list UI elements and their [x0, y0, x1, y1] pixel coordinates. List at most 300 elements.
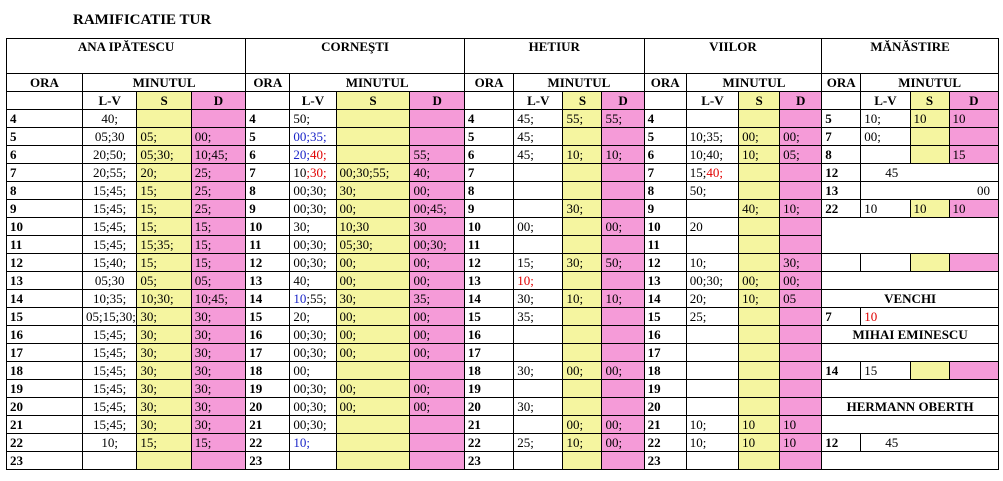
s-minutes: 15;	[137, 254, 191, 272]
hour-cell: 8	[464, 182, 513, 200]
lv-minutes: 10;35;	[686, 128, 738, 146]
lv-minutes: 25;	[514, 434, 563, 452]
ora-blank	[7, 92, 83, 110]
d-minutes: 30;	[780, 254, 822, 272]
s-minutes	[563, 164, 602, 182]
lv-minutes: 50;	[686, 182, 738, 200]
hour-cell: 20	[246, 398, 290, 416]
d-label: D	[949, 92, 998, 110]
venchi-title: VENCHI	[822, 290, 999, 308]
s-minutes: 30;	[563, 254, 602, 272]
lv-minutes	[514, 452, 563, 470]
table-row	[7, 290, 999, 308]
d-minutes: 30;	[191, 344, 245, 362]
s-minutes: 30;	[336, 290, 410, 308]
s-minutes	[563, 452, 602, 470]
table-row	[7, 416, 999, 434]
hour-cell: 13	[822, 182, 861, 200]
d-minutes	[780, 362, 822, 380]
page-title: RAMIFICATIE TUR	[73, 12, 212, 28]
s-minutes: 40;	[739, 200, 780, 218]
s-minutes	[563, 326, 602, 344]
d-minutes: 00;	[602, 416, 644, 434]
s-minutes: 00;	[739, 272, 780, 290]
s-minutes	[739, 326, 780, 344]
lv-minutes	[686, 344, 738, 362]
ora-blank	[644, 92, 686, 110]
d-minutes: 10;	[602, 290, 644, 308]
lv-minutes	[514, 236, 563, 254]
s-minutes	[336, 416, 410, 434]
ora-label: ORA	[822, 74, 861, 92]
hour-cell: 14	[822, 362, 861, 380]
lv-minutes: 05;30	[82, 272, 136, 290]
minutul-label: MINUTUL	[82, 74, 245, 92]
s-minutes: 05;	[137, 128, 191, 146]
lv-minutes: 20;55;	[82, 164, 136, 182]
s-minutes: 30;	[563, 200, 602, 218]
minutes-merged: 45	[861, 434, 999, 452]
hour-cell: 6	[644, 146, 686, 164]
d-minutes: 10;45;	[191, 290, 245, 308]
hour-cell: 5	[464, 128, 513, 146]
s-minutes: 00;	[563, 416, 602, 434]
d-minutes	[949, 254, 998, 272]
lv-minutes: 15;45;	[82, 326, 136, 344]
s-minutes	[336, 452, 410, 470]
lv-minutes: 50;	[290, 110, 336, 128]
d-minutes	[602, 344, 644, 362]
hour-cell: 17	[644, 344, 686, 362]
minutes-part: 20;	[293, 147, 310, 162]
blank-block	[822, 380, 999, 398]
s-minutes	[910, 362, 949, 380]
lv-label: L-V	[82, 92, 136, 110]
s-minutes	[563, 128, 602, 146]
lv-minutes	[290, 290, 336, 308]
s-minutes	[563, 182, 602, 200]
hour-cell: 12	[822, 164, 861, 182]
minutes-merged: 00	[861, 182, 999, 200]
d-label: D	[191, 92, 245, 110]
table-row	[7, 218, 999, 236]
d-minutes: 30;	[191, 362, 245, 380]
d-minutes: 15;	[191, 218, 245, 236]
d-minutes	[410, 434, 464, 452]
d-minutes	[780, 182, 822, 200]
s-minutes	[739, 218, 780, 236]
lv-minutes: 45;	[514, 146, 563, 164]
lv-minutes: 15;45;	[82, 362, 136, 380]
lv-minutes	[686, 452, 738, 470]
d-label: D	[410, 92, 464, 110]
hour-cell: 9	[464, 200, 513, 218]
s-minutes	[739, 308, 780, 326]
s-minutes	[137, 110, 191, 128]
s-label: S	[336, 92, 410, 110]
s-minutes: 10	[910, 110, 949, 128]
lv-minutes: 45;	[514, 128, 563, 146]
s-minutes: 20;	[137, 164, 191, 182]
hour-cell: 4	[644, 110, 686, 128]
lv-label: L-V	[686, 92, 738, 110]
table-row	[7, 146, 999, 164]
d-minutes: 30;	[191, 326, 245, 344]
hour-cell: 9	[644, 200, 686, 218]
hour-cell	[822, 254, 861, 272]
d-minutes	[602, 380, 644, 398]
d-minutes: 00;	[602, 362, 644, 380]
hour-cell: 18	[246, 362, 290, 380]
table-row	[7, 344, 999, 362]
s-minutes: 15;	[137, 200, 191, 218]
d-minutes: 00;	[410, 326, 464, 344]
hour-cell: 18	[464, 362, 513, 380]
station-header-row	[7, 39, 999, 74]
blank-block	[822, 452, 999, 470]
station-ana-ipatescu: ANA IPĂTESCU	[7, 39, 246, 74]
lv-minutes: 15;45;	[82, 416, 136, 434]
hour-cell: 12	[822, 434, 861, 452]
d-minutes: 05;	[780, 146, 822, 164]
table-row	[7, 110, 999, 128]
s-minutes	[739, 236, 780, 254]
hour-cell: 16	[464, 326, 513, 344]
s-minutes: 05;30;	[137, 146, 191, 164]
s-minutes: 15;35;	[137, 236, 191, 254]
lv-minutes	[514, 416, 563, 434]
s-minutes: 10;	[563, 434, 602, 452]
s-minutes: 15;	[137, 218, 191, 236]
s-minutes: 30;	[137, 398, 191, 416]
d-minutes	[780, 236, 822, 254]
hour-cell: 5	[246, 128, 290, 146]
lv-minutes	[686, 200, 738, 218]
hour-cell: 7	[246, 164, 290, 182]
lv-minutes: 40;	[290, 272, 336, 290]
d-minutes	[410, 452, 464, 470]
blank-block	[822, 416, 999, 434]
d-minutes: 30;	[191, 380, 245, 398]
table-row	[7, 434, 999, 452]
s-minutes	[739, 164, 780, 182]
lv-minutes: 00;30;	[290, 200, 336, 218]
s-minutes: 00;	[336, 200, 410, 218]
s-minutes	[739, 110, 780, 128]
d-minutes: 00;	[191, 128, 245, 146]
s-minutes: 10;30	[336, 218, 410, 236]
hour-cell: 14	[464, 290, 513, 308]
lv-minutes	[861, 254, 910, 272]
lv-minutes: 30;	[514, 290, 563, 308]
d-minutes: 15;	[191, 434, 245, 452]
d-minutes	[780, 326, 822, 344]
hour-cell: 23	[246, 452, 290, 470]
table-row	[7, 200, 999, 218]
lv-minutes: 10;	[686, 434, 738, 452]
d-minutes	[949, 362, 998, 380]
ora-label: ORA	[7, 74, 83, 92]
blank-block	[822, 344, 999, 362]
hour-cell: 4	[246, 110, 290, 128]
ora-blank	[464, 92, 513, 110]
day-header-row	[7, 92, 999, 110]
hour-cell: 11	[464, 236, 513, 254]
lv-minutes: 00;30;	[290, 344, 336, 362]
s-minutes: 00;	[336, 254, 410, 272]
d-minutes: 00;	[780, 128, 822, 146]
d-minutes: 55;	[410, 146, 464, 164]
s-minutes	[336, 128, 410, 146]
d-minutes	[410, 110, 464, 128]
d-minutes: 10	[949, 200, 998, 218]
s-minutes: 10	[739, 434, 780, 452]
d-minutes: 00;	[410, 380, 464, 398]
lv-minutes: 15;40;	[82, 254, 136, 272]
lv-minutes: 10;	[82, 434, 136, 452]
lv-minutes: 00;30;	[290, 236, 336, 254]
lv-label: L-V	[290, 92, 336, 110]
timetable	[6, 38, 999, 470]
hour-cell: 13	[644, 272, 686, 290]
s-minutes: 00;	[336, 308, 410, 326]
d-minutes: 05	[780, 290, 822, 308]
hour-cell: 10	[7, 218, 83, 236]
hour-cell: 21	[644, 416, 686, 434]
s-minutes	[563, 236, 602, 254]
d-minutes	[602, 308, 644, 326]
hour-cell: 20	[464, 398, 513, 416]
lv-minutes: 10;40;	[686, 146, 738, 164]
lv-minutes	[514, 164, 563, 182]
hour-cell: 20	[644, 398, 686, 416]
d-minutes: 50;	[602, 254, 644, 272]
lv-minutes	[686, 164, 738, 182]
hour-cell: 8	[822, 146, 861, 164]
minutes-part: 15;	[689, 165, 707, 180]
hour-cell: 23	[7, 452, 83, 470]
lv-minutes: 20	[686, 218, 738, 236]
s-minutes	[739, 398, 780, 416]
s-minutes: 00;	[563, 362, 602, 380]
hour-cell: 4	[7, 110, 83, 128]
station-viilor: VIILOR	[644, 39, 822, 74]
lv-minutes: 10;	[686, 416, 738, 434]
s-minutes	[739, 254, 780, 272]
d-minutes: 00;	[780, 272, 822, 290]
lv-minutes: 05;15;30;	[82, 308, 136, 326]
s-minutes: 05;	[137, 272, 191, 290]
lv-minutes: 10;35;	[82, 290, 136, 308]
lv-minutes: 15	[861, 362, 910, 380]
minutes-part: 10	[293, 165, 307, 180]
s-label: S	[137, 92, 191, 110]
d-minutes	[602, 128, 644, 146]
d-minutes: 10;45;	[191, 146, 245, 164]
lv-minutes: 15;45;	[82, 218, 136, 236]
d-minutes: 55;	[602, 110, 644, 128]
minutes-part-blue: 10	[293, 291, 307, 306]
d-minutes: 00;	[410, 308, 464, 326]
s-minutes	[563, 272, 602, 290]
lv-minutes	[290, 128, 336, 146]
d-minutes: 00;	[410, 398, 464, 416]
s-minutes: 00;	[739, 128, 780, 146]
s-minutes: 15;	[137, 434, 191, 452]
blank-block	[822, 218, 999, 254]
lv-minutes	[686, 380, 738, 398]
d-minutes	[780, 218, 822, 236]
minutes-part-blue: 10;	[293, 435, 310, 450]
s-minutes	[739, 380, 780, 398]
d-minutes	[602, 182, 644, 200]
hour-cell: 5	[822, 110, 861, 128]
minutes-red: 10	[864, 309, 878, 324]
s-minutes: 05;30;	[336, 236, 410, 254]
d-minutes: 15;	[191, 236, 245, 254]
s-minutes: 00;	[336, 272, 410, 290]
hour-cell: 19	[246, 380, 290, 398]
lv-minutes	[290, 452, 336, 470]
s-minutes: 10	[739, 416, 780, 434]
s-minutes: 10;	[739, 290, 780, 308]
s-minutes: 30;	[336, 182, 410, 200]
minutul-label: MINUTUL	[861, 74, 999, 92]
s-minutes	[563, 218, 602, 236]
hour-cell: 8	[7, 182, 83, 200]
s-minutes	[563, 344, 602, 362]
lv-minutes	[290, 146, 336, 164]
station-manastire: MĂNĂSTIRE	[822, 39, 999, 74]
mihai-eminescu-title: MIHAI EMINESCU	[822, 326, 999, 344]
s-minutes	[739, 452, 780, 470]
d-minutes: 00;	[602, 434, 644, 452]
table-row	[7, 398, 999, 416]
hour-cell: 14	[246, 290, 290, 308]
hour-cell: 17	[7, 344, 83, 362]
d-minutes	[780, 344, 822, 362]
lv-minutes: 00;30;	[290, 416, 336, 434]
table-row	[7, 164, 999, 182]
s-label: S	[910, 92, 949, 110]
hour-cell: 7	[464, 164, 513, 182]
hour-cell: 21	[7, 416, 83, 434]
hour-cell: 6	[7, 146, 83, 164]
hour-cell: 6	[246, 146, 290, 164]
hour-cell: 13	[7, 272, 83, 290]
blank-block	[822, 272, 999, 290]
minutul-header-row	[7, 74, 999, 92]
hour-cell: 17	[464, 344, 513, 362]
d-minutes	[780, 452, 822, 470]
hour-cell: 11	[7, 236, 83, 254]
lv-minutes: 10;	[686, 254, 738, 272]
s-minutes: 30;	[137, 416, 191, 434]
hour-cell: 15	[246, 308, 290, 326]
table-row	[7, 254, 999, 272]
lv-minutes: 25;	[686, 308, 738, 326]
s-minutes	[336, 110, 410, 128]
s-minutes	[563, 308, 602, 326]
hour-cell: 4	[464, 110, 513, 128]
table-row	[7, 128, 999, 146]
hour-cell: 16	[644, 326, 686, 344]
lv-minutes: 00;	[290, 362, 336, 380]
d-minutes: 10	[949, 110, 998, 128]
hour-cell: 19	[644, 380, 686, 398]
station-hetiur: HETIUR	[464, 39, 644, 74]
lv-minutes: 15;45;	[82, 380, 136, 398]
hour-cell: 21	[246, 416, 290, 434]
table-row	[7, 182, 999, 200]
lv-minutes	[514, 326, 563, 344]
d-minutes: 00;	[602, 218, 644, 236]
lv-minutes: 00;	[861, 128, 910, 146]
d-minutes: 15;	[191, 254, 245, 272]
d-minutes: 00;	[410, 254, 464, 272]
d-minutes: 30;	[191, 416, 245, 434]
table-row	[7, 326, 999, 344]
lv-minutes	[82, 452, 136, 470]
lv-minutes	[514, 182, 563, 200]
s-minutes: 10;	[563, 290, 602, 308]
hour-cell: 12	[246, 254, 290, 272]
d-minutes	[602, 326, 644, 344]
minutes-part-red: ;30;	[306, 165, 327, 180]
hour-cell: 21	[464, 416, 513, 434]
d-minutes: 40;	[410, 164, 464, 182]
minutes-part: ;55;	[306, 291, 327, 306]
minutul-label: MINUTUL	[686, 74, 822, 92]
s-minutes	[739, 182, 780, 200]
lv-minutes: 15;45;	[82, 236, 136, 254]
s-minutes: 00;	[336, 344, 410, 362]
hour-cell: 23	[644, 452, 686, 470]
lv-minutes: 15;45;	[82, 182, 136, 200]
hour-cell: 7	[644, 164, 686, 182]
hour-cell: 10	[644, 218, 686, 236]
ora-blank	[246, 92, 290, 110]
lv-minutes: 05;30	[82, 128, 136, 146]
hour-cell: 19	[7, 380, 83, 398]
lv-minutes	[686, 362, 738, 380]
hour-cell: 15	[7, 308, 83, 326]
d-minutes: 35;	[410, 290, 464, 308]
hour-cell: 22	[644, 434, 686, 452]
d-minutes	[780, 164, 822, 182]
hour-cell: 22	[822, 200, 861, 218]
d-minutes	[602, 200, 644, 218]
d-minutes: 10	[780, 434, 822, 452]
d-minutes: 25;	[191, 200, 245, 218]
s-minutes	[910, 128, 949, 146]
hour-cell: 14	[644, 290, 686, 308]
d-minutes	[410, 416, 464, 434]
hour-cell: 12	[644, 254, 686, 272]
s-minutes: 10;	[563, 146, 602, 164]
d-label: D	[780, 92, 822, 110]
lv-minutes: 10	[861, 200, 910, 218]
hour-cell: 8	[644, 182, 686, 200]
ora-blank	[822, 92, 861, 110]
d-minutes: 30	[410, 218, 464, 236]
ora-label: ORA	[644, 74, 686, 92]
d-minutes	[410, 128, 464, 146]
d-minutes: 25;	[191, 164, 245, 182]
lv-minutes: 30;	[290, 218, 336, 236]
hour-cell: 7	[7, 164, 83, 182]
hour-cell: 16	[7, 326, 83, 344]
